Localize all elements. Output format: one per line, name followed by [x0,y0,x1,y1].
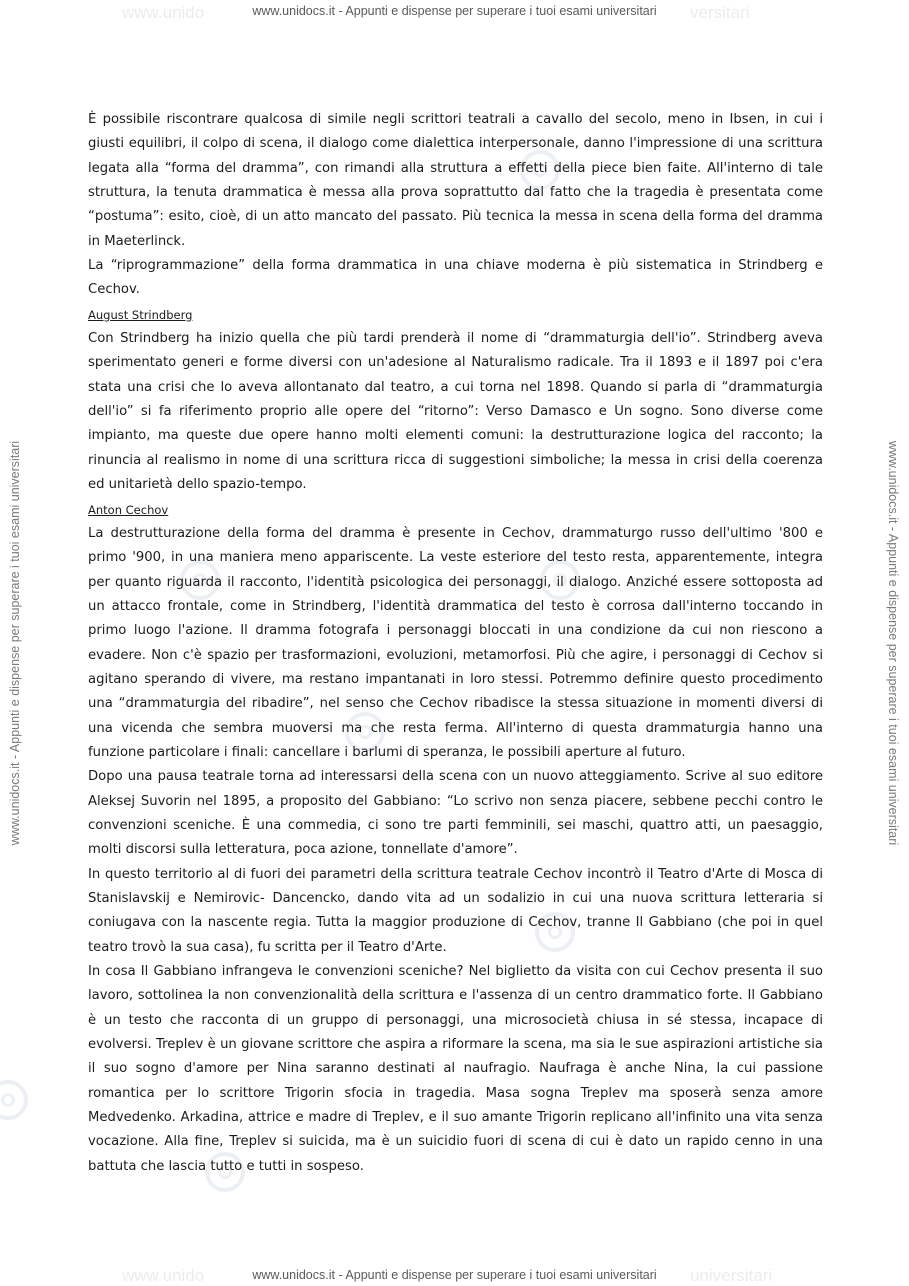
watermark-logo-icon [0,1080,28,1120]
paragraph: Con Strindberg ha inizio quella che più tardi prenderà il nome di “drammaturgia dell'io”. Strindberg aveva sperimentato generi e forme diversi con un'adesione al Naturalismo radicale. Tra il 1893 e il 1897 poi c'era stata una crisi che lo aveva allontanato dal teatro, a cui torna nel 1898. Quando si parla di “drammaturgia dell'io” si fa riferimento proprio alle opere del “ritorno”: Verso Damasco e Un sogno. Sono diverse come impianto, ma queste due opere hanno molti elementi comuni: la destrutturazione logica del racconto; la rinuncia al realismo in nome di una scrittura ricca di suggestioni simboliche; la messa in crisi della coerenza ed unitarietà dello spazio-tempo. [88,331,823,493]
footer-ghost-right: universitari [690,1266,773,1285]
paragraph: La “riprogrammazione” della forma drammatica in una chiave moderna è più sistematica in Strindberg e Cechov. [88,258,823,298]
section-heading-cechov: Anton Cechov [88,502,169,517]
section-heading-strindberg: August Strindberg [88,307,193,322]
paragraph: È possibile riscontrare qualcosa di simile negli scrittori teatrali a cavallo del secolo, meno in Ibsen, in cui i giusti equilibri, il colpo di scena, il dialogo come dialettica interpersonale, danno l'impressione di una scrittura legata alla “forma del dramma”, con rimandi alla struttura a effetti della piece bien faite. All'interno di tale struttura, la tenuta drammatica è messa alla prova soprattutto dal fatto che la tragedia è presentata come “postuma”: esito, cioè, di un atto mancato del passato. Più tecnica la messa in scena della forma del dramma in Maeterlinck. [88,112,823,249]
header-ghost-right: versitari [690,3,750,22]
header-watermark-text: www.unidocs.it - Appunti e dispense per superare i tuoi esami universitari [252,4,657,18]
footer-watermark-text: www.unidocs.it - Appunti e dispense per superare i tuoi esami universitari [252,1268,657,1282]
paragraph: In questo territorio al di fuori dei parametri della scrittura teatrale Cechov incontrò il Teatro d'Arte di Mosca di Stanislavskij e Nemirovic- Dancencko, dando vita ad un sodalizio in cui una nuova scrittura letteraria si coniugava con la nascente regia. Tutta la maggior produzione di Cechov, tranne Il Gabbiano (che poi in quel teatro trovò la sua casa), fu scritta per il Teatro d'Arte. [88,866,823,955]
right-side-watermark-text: www.unidocs.it - Appunti e dispense per superare i tuoi esami universitari [886,440,900,846]
paragraph: Dopo una pausa teatrale torna ad interessarsi della scena con un nuovo atteggiamento. Scrive al suo editore Aleksej Suvorin nel 1895, a proposito del Gabbiano: “Lo scrivo non senza piacere, sebbene pecchi contro le convenzioni sceniche. È una commedia, ci sono tre parti femminili, sei maschi, quattro atti, un paesaggio, molti discorsi sulla letteratura, poca azione, tonnellate d'amore”. [88,769,823,858]
left-side-watermark-text: www.unidocs.it - Appunti e dispense per superare i tuoi esami universitari [8,440,22,846]
paragraph: In cosa Il Gabbiano infrangeva le convenzioni sceniche? Nel biglietto da visita con cui Cechov presenta il suo lavoro, sottolinea la non convenzionalità della scrittura e l'assenza di un centro drammatico forte. Il Gabbiano è un testo che racconta di un gruppo di personaggi, una microsocietà chiusa in sé stessa, incapace di evolversi. Treplev è un giovane scrittore che aspira a riformare la scena, ma sia le sue aspirazioni artistiche sia il suo sogno d'amore per Nina saranno destinati al naufragio. Naufraga è anche Nina, la cui passione romantica per lo scrittore Trigorin sfocia in tragedia. Masa sogna Treplev ma sposerà senza amore Medvedenko. Arkadina, attrice e madre di Treplev, e il suo amante Trigorin replicano all'infinito una vita senza vocazione. Alla fine, Treplev si suicida, ma è un suicidio fuori di scena di cui è dato un rapido cenno in una battuta che lascia tutto e tutti in sospeso. [88,964,823,1174]
header-ghost-left: www.unido [122,3,205,22]
footer-ghost-left: www.unido [122,1266,205,1285]
document-body [88,108,823,1179]
paragraph: La destrutturazione della forma del dramma è presente in Cechov, drammaturgo russo dell'ultimo '800 e primo '900, in una maniera meno appariscente. La veste esteriore del testo resta, apparentemente, integra per quanto riguarda il racconto, l'identità psicologica dei personaggi, il dialogo. Anziché essere sottoposta ad un attacco frontale, come in Strindberg, l'identità drammatica del testo è corrosa dall'interno toccando in primo luogo l'azione. Il dramma fotografa i personaggi bloccati in una condizione da cui non riescono a evadere. Non c'è spazio per trasformazioni, evoluzioni, metamorfosi. Più che agire, i personaggi di Cechov si agitano sperando di vivere, ma restano impantanati in loro stessi. Potremmo definire questo procedimento una “drammaturgia del ribadire”, nel senso che Cechov ribadisce la stessa situazione in momenti diversi di una vicenda che sembra muoversi ma che resta ferma. All'interno di questa drammaturgia hanno una funzione particolare i finali: cancellare i barlumi di speranza, le possibili aperture al futuro. [88,525,823,760]
